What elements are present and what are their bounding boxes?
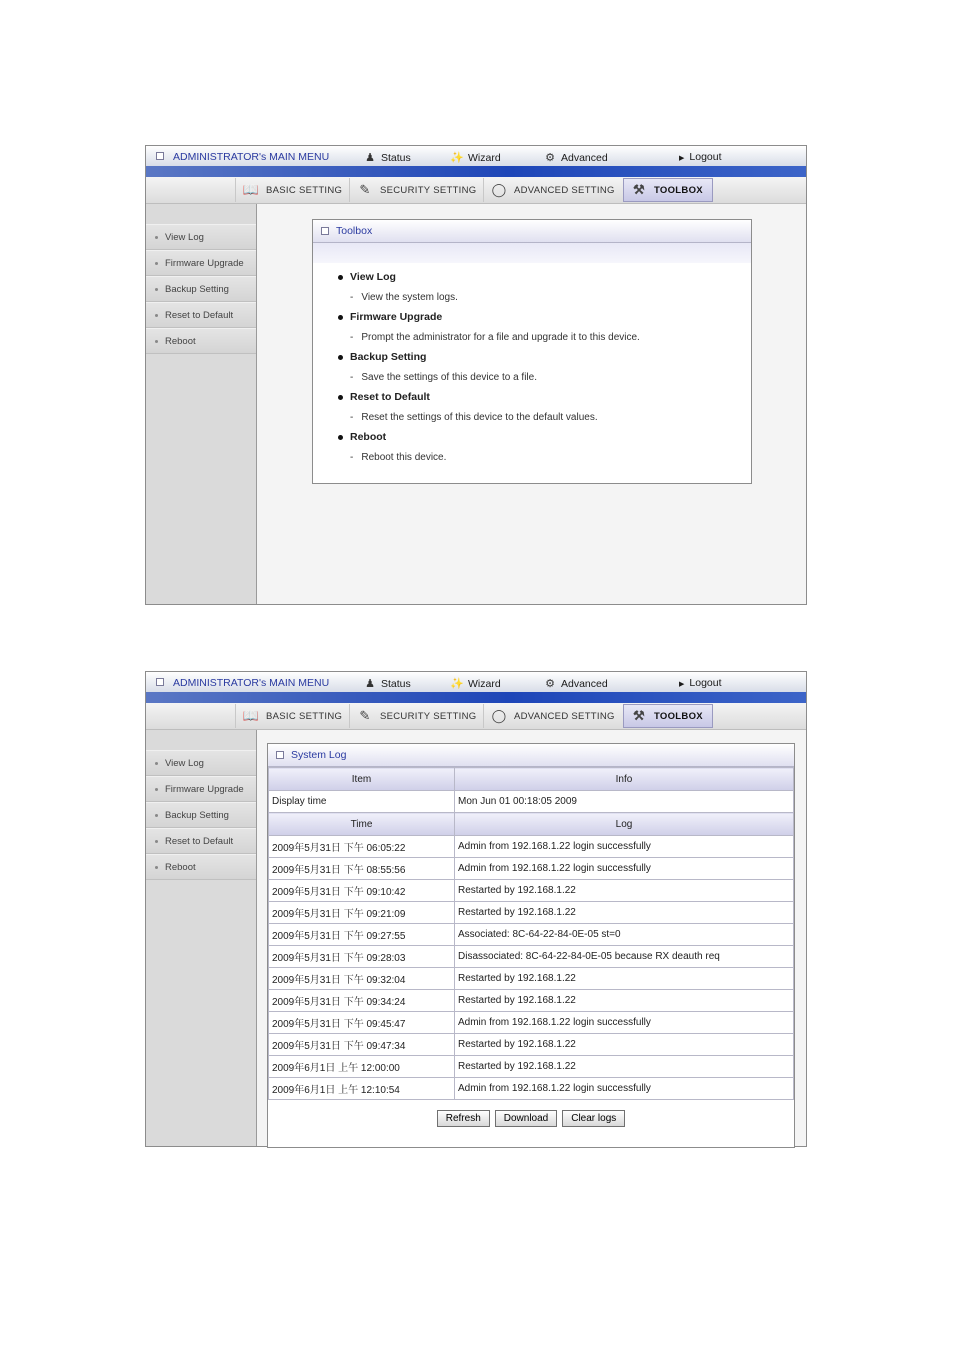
system-log-table bbox=[268, 767, 794, 1100]
book-icon: 📖 bbox=[242, 708, 260, 723]
toolbox-panel-header: Toolbox bbox=[313, 220, 751, 243]
refresh-button[interactable]: Refresh bbox=[437, 1110, 490, 1127]
bullet-icon bbox=[338, 435, 343, 440]
logout-menu[interactable]: ▶ Logout bbox=[679, 151, 722, 163]
sidebar-item-reboot[interactable]: Reboot bbox=[146, 328, 256, 354]
tab-advanced-setting[interactable]: ◯ ADVANCED SETTING bbox=[483, 178, 623, 202]
log-button-row bbox=[268, 1100, 794, 1136]
system-log-panel bbox=[267, 743, 795, 1148]
router-icon: ◯ bbox=[491, 182, 507, 197]
bullet-icon bbox=[155, 314, 158, 317]
table-row: 2009年5月31日 下午 09:34:24 Restarted by 192.168.1.22 bbox=[269, 990, 794, 1012]
sidebar-item-reset-to-default[interactable]: Reset to Default bbox=[146, 302, 256, 328]
table-row: 2009年5月31日 下午 09:10:42 Restarted by 192.168.1.22 bbox=[269, 880, 794, 902]
list-item: View Log bbox=[338, 267, 751, 287]
bullet-icon bbox=[155, 340, 158, 343]
blue-banner bbox=[146, 692, 806, 703]
menu-square-icon bbox=[156, 152, 164, 160]
panel-square-icon bbox=[321, 227, 329, 235]
bullet-icon bbox=[338, 355, 343, 360]
toolbox-icon: ⚒ bbox=[633, 182, 645, 197]
bullet-icon bbox=[155, 840, 158, 843]
wand-icon: ✨ bbox=[450, 152, 464, 164]
sidebar-item-firmware-upgrade[interactable]: Firmware Upgrade bbox=[146, 776, 256, 802]
display-time-label: Display time bbox=[269, 791, 455, 813]
tab-row bbox=[146, 703, 806, 730]
column-header-item: Item bbox=[269, 768, 455, 791]
menu-square-icon bbox=[156, 678, 164, 686]
sidebar-item-view-log[interactable]: View Log bbox=[146, 750, 256, 776]
table-row: 2009年5月31日 下午 08:55:56 Admin from 192.168.1.22 login successfully bbox=[269, 858, 794, 880]
table-row: 2009年5月31日 下午 09:21:09 Restarted by 192.168.1.22 bbox=[269, 902, 794, 924]
logout-menu[interactable]: ▶ Logout bbox=[679, 677, 722, 689]
tab-basic-setting[interactable]: 📖 BASIC SETTING bbox=[235, 704, 349, 728]
bullet-icon bbox=[338, 315, 343, 320]
clear-logs-button[interactable]: Clear logs bbox=[562, 1110, 625, 1127]
status-menu[interactable]: ♟ Status bbox=[363, 677, 411, 690]
toolbox-list: View Log - View the system logs. Firmware Upgrade - Prompt the administrator for a file and upgrade it to this device. Backup Setting - Save the settings of this device to a file. Reset to Default - Reset the settings of this device to the default values. Reboot - Reboot this device. bbox=[313, 263, 751, 467]
sidebar bbox=[146, 204, 257, 604]
panel-square-icon bbox=[276, 751, 284, 759]
tab-row bbox=[146, 177, 806, 204]
sidebar-item-reset-to-default[interactable]: Reset to Default bbox=[146, 828, 256, 854]
gear-icon: ⚙ bbox=[545, 678, 555, 690]
bullet-icon bbox=[338, 275, 343, 280]
bullet-icon bbox=[155, 814, 158, 817]
sidebar-item-view-log[interactable]: View Log bbox=[146, 224, 256, 250]
book-icon: 📖 bbox=[242, 182, 260, 197]
toolbox-icon: ⚒ bbox=[633, 708, 645, 723]
table-row: 2009年6月1日 上午 12:00:00 Restarted by 192.168.1.22 bbox=[269, 1056, 794, 1078]
gear-icon: ⚙ bbox=[545, 152, 555, 164]
bullet-icon bbox=[155, 866, 158, 869]
bullet-icon bbox=[155, 236, 158, 239]
table-row: 2009年5月31日 下午 09:45:47 Admin from 192.168.1.22 login successfully bbox=[269, 1012, 794, 1034]
bullet-icon bbox=[338, 395, 343, 400]
router-icon: ◯ bbox=[491, 708, 507, 723]
column-header-time: Time bbox=[269, 813, 455, 836]
table-row bbox=[269, 791, 794, 813]
system-log-screen bbox=[145, 671, 807, 1147]
table-row: 2009年5月31日 下午 09:47:34 Restarted by 192.168.1.22 bbox=[269, 1034, 794, 1056]
main-menu-bar bbox=[146, 146, 806, 166]
arrow-right-icon: ▶ bbox=[679, 681, 685, 688]
table-row: 2009年5月31日 下午 06:05:22 Admin from 192.168.1.22 login successfully bbox=[269, 836, 794, 858]
wizard-menu[interactable]: ✨ Wizard bbox=[450, 678, 501, 690]
status-menu[interactable]: ♟ Status bbox=[363, 151, 411, 164]
sidebar-item-firmware-upgrade[interactable]: Firmware Upgrade bbox=[146, 250, 256, 276]
tab-security-setting[interactable]: ✎ SECURITY SETTING bbox=[349, 178, 483, 202]
bullet-icon bbox=[155, 288, 158, 291]
table-row: 2009年5月31日 下午 09:27:55 Associated: 8C-64-22-84-0E-05 st=0 bbox=[269, 924, 794, 946]
list-item: Backup Setting bbox=[338, 347, 751, 367]
bullet-icon bbox=[155, 262, 158, 265]
sidebar-item-reboot[interactable]: Reboot bbox=[146, 854, 256, 880]
lock-icon: ✎ bbox=[359, 182, 371, 197]
sidebar-item-backup-setting[interactable]: Backup Setting bbox=[146, 276, 256, 302]
arrow-right-icon: ▶ bbox=[679, 155, 685, 162]
column-header-info: Info bbox=[455, 768, 794, 791]
system-log-header: System Log bbox=[268, 744, 794, 767]
list-item: Reboot bbox=[338, 427, 751, 447]
blue-banner bbox=[146, 166, 806, 177]
main-menu-bar bbox=[146, 672, 806, 692]
toolbox-panel bbox=[312, 219, 752, 484]
tab-toolbox[interactable]: ⚒ TOOLBOX bbox=[623, 178, 713, 202]
tab-basic-setting[interactable]: 📖 BASIC SETTING bbox=[235, 178, 349, 202]
list-item: Firmware Upgrade bbox=[338, 307, 751, 327]
tab-security-setting[interactable]: ✎ SECURITY SETTING bbox=[349, 704, 483, 728]
tab-advanced-setting[interactable]: ◯ ADVANCED SETTING bbox=[483, 704, 623, 728]
person-icon: ♟ bbox=[365, 152, 375, 164]
toolbox-screen bbox=[145, 145, 807, 605]
wizard-menu[interactable]: ✨ Wizard bbox=[450, 152, 501, 164]
bullet-icon bbox=[155, 788, 158, 791]
advanced-menu[interactable]: ⚙ Advanced bbox=[543, 151, 608, 164]
sidebar bbox=[146, 730, 257, 1146]
wand-icon: ✨ bbox=[450, 678, 464, 690]
download-button[interactable]: Download bbox=[495, 1110, 557, 1127]
main-menu-title: ADMINISTRATOR's MAIN MENU bbox=[173, 151, 330, 163]
bullet-icon bbox=[155, 762, 158, 765]
person-icon: ♟ bbox=[365, 678, 375, 690]
display-time-value: Mon Jun 01 00:18:05 2009 bbox=[455, 791, 794, 813]
advanced-menu[interactable]: ⚙ Advanced bbox=[543, 677, 608, 690]
table-row: 2009年5月31日 下午 09:32:04 Restarted by 192.168.1.22 bbox=[269, 968, 794, 990]
table-row: 2009年6月1日 上午 12:10:54 Admin from 192.168.1.22 login successfully bbox=[269, 1078, 794, 1100]
sidebar-item-backup-setting[interactable]: Backup Setting bbox=[146, 802, 256, 828]
lock-icon: ✎ bbox=[359, 708, 371, 723]
main-menu-title: ADMINISTRATOR's MAIN MENU bbox=[173, 677, 330, 689]
tab-toolbox[interactable]: ⚒ TOOLBOX bbox=[623, 704, 713, 728]
column-header-log: Log bbox=[455, 813, 794, 836]
table-row: 2009年5月31日 下午 09:28:03 Disassociated: 8C-64-22-84-0E-05 because RX deauth req bbox=[269, 946, 794, 968]
list-item: Reset to Default bbox=[338, 387, 751, 407]
